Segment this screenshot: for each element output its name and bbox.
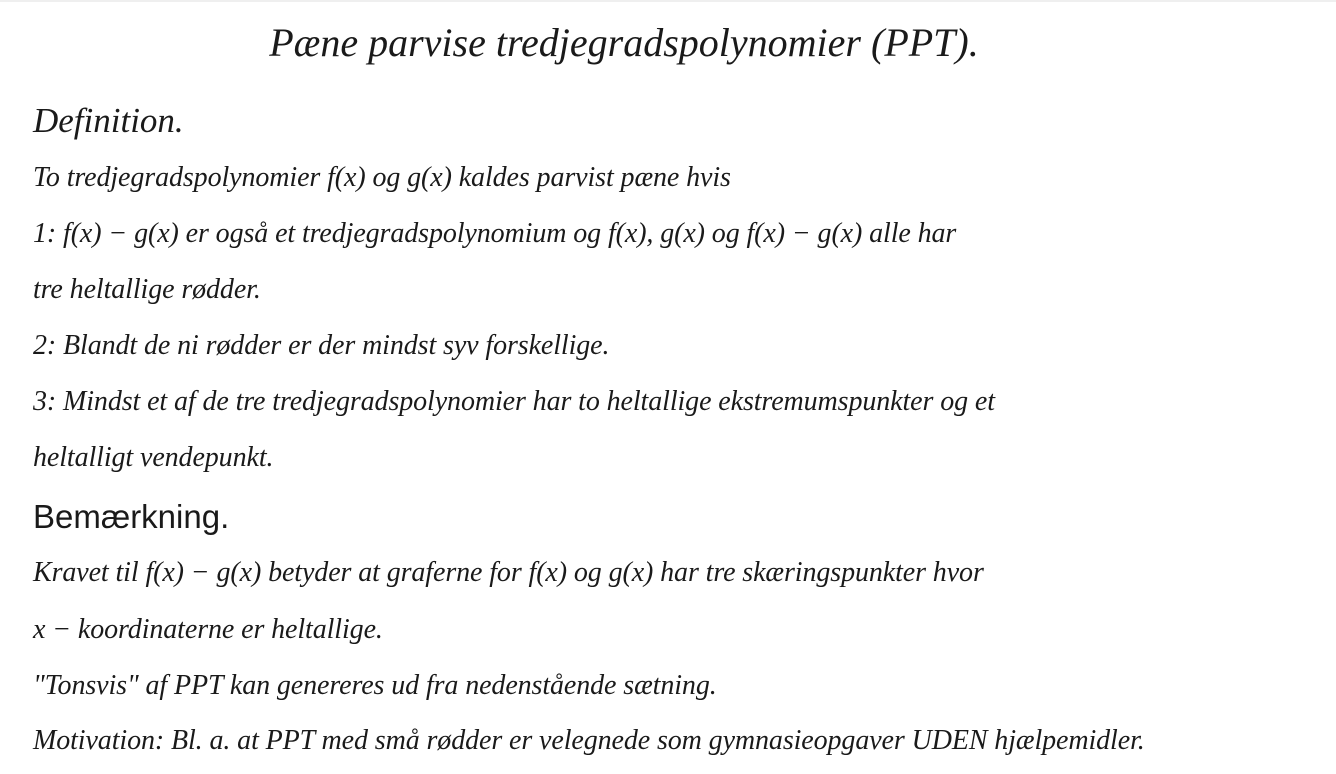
remark-heading: Bemærkning.	[33, 498, 230, 535]
criterion-2: 2: Blandt de ni rødder er der mindst syv forskellige.	[33, 330, 610, 361]
remark-line-1: Kravet til f(x) − g(x) betyder at graferne for f(x) og g(x) har tre skæringspunkter hvor	[33, 557, 984, 588]
remark-line-2: x − koordinaterne er heltallige.	[33, 614, 383, 645]
criterion-3-line-2: heltalligt vendepunkt.	[33, 442, 274, 473]
criterion-1-line-2: tre heltallige rødder.	[33, 274, 261, 305]
definition-heading: Definition.	[33, 101, 184, 140]
criterion-1-line-1: 1: f(x) − g(x) er også et tredjegradspolynomium og f(x), g(x) og f(x) − g(x) alle har	[33, 218, 957, 249]
remark-line-3: "Tonsvis" af PPT kan genereres ud fra nedenstående sætning.	[33, 670, 717, 701]
criterion-3-line-1: 3: Mindst et af de tre tredjegradspolynomier har to heltallige ekstremumspunkter og et	[33, 386, 995, 417]
definition-intro: To tredjegradspolynomier f(x) og g(x) kaldes parvist pæne hvis	[33, 162, 731, 193]
page-title: Pæne parvise tredjegradspolynomier (PPT).	[269, 20, 979, 65]
remark-line-4: Motivation: Bl. a. at PPT med små rødder er velegnede som gymnasieopgaver UDEN hjælpemidler.	[33, 725, 1145, 756]
